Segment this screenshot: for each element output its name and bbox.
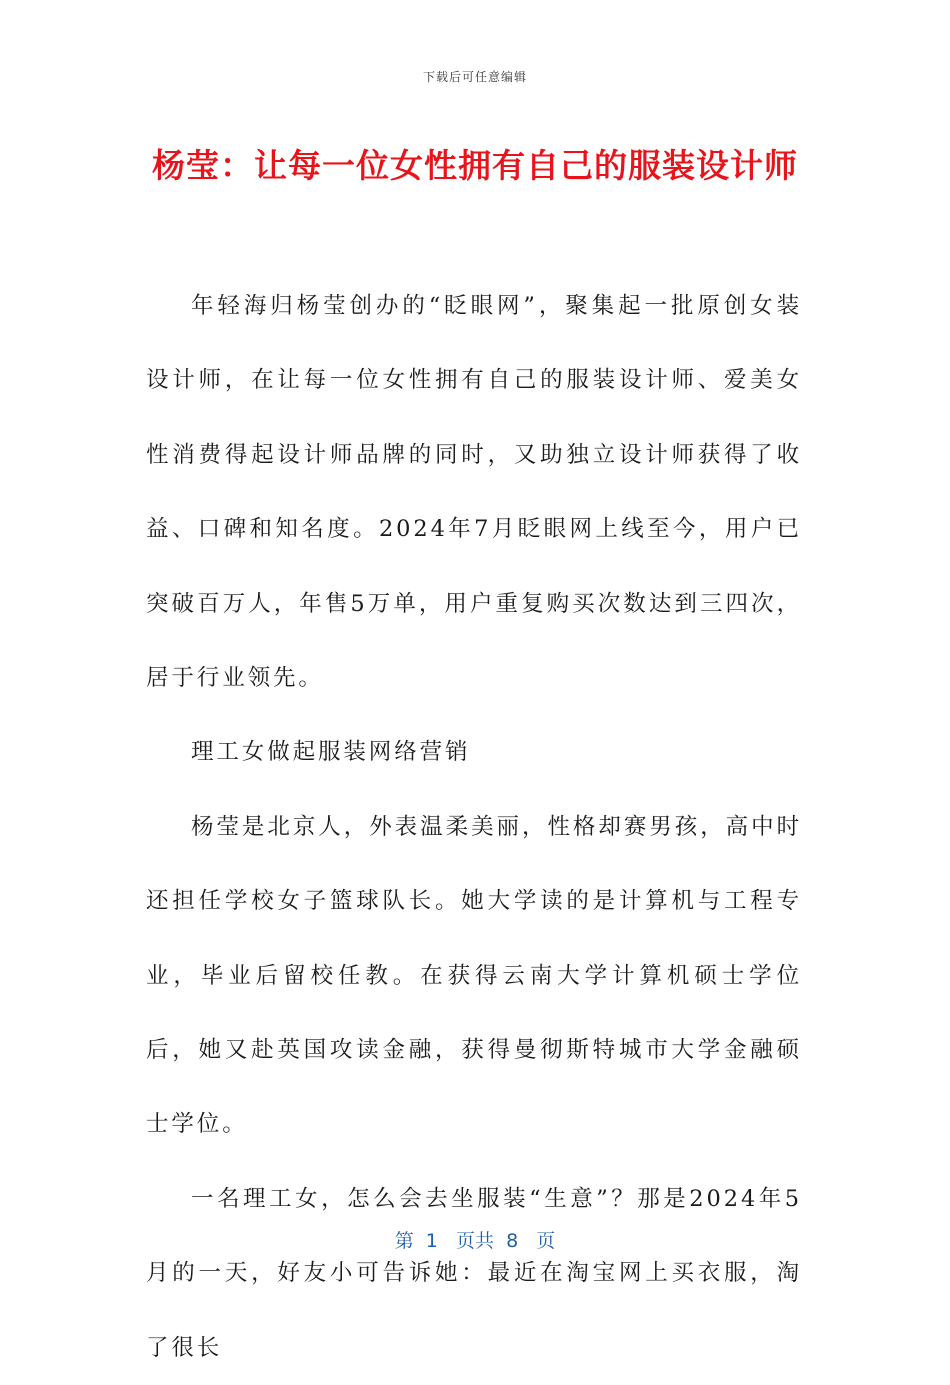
page-number: 第 1 页共 8 页 — [394, 1230, 556, 1252]
paragraph-origin: 一名理工女，怎么会去坐服装“生意”？那是2024年5月的一天，好友小可告诉她：最近在淘宝网上买衣服，淘了很长 — [146, 1185, 802, 1361]
paragraph-intro: 年轻海归杨莹创办的“眨眼网”，聚集起一批原创女装设计师，在让每一位女性拥有自己的服装设计师、爱美女性消费得起设计师品牌的同时，又助独立设计师获得了收益、口碑和知名度。2024年7月眨眼网上线至今，用户已突破百万人，年售5万单，用户重复购买次数达到三四次，居于行业领先。 — [146, 293, 802, 692]
document-title: 杨莹：让每一位女性拥有自己的服装设计师 — [152, 146, 798, 185]
section-heading: 理工女做起服装网络营销 — [191, 739, 471, 766]
document-body — [146, 269, 802, 1385]
header-note: 下载后可任意编辑 — [422, 70, 527, 84]
paragraph-background: 杨莹是北京人，外表温柔美丽，性格却赛男孩，高中时还担任学校女子篮球队长。她大学读的是计算机与工程专业，毕业后留校任教。在获得云南大学计算机硕士学位后，她又赴英国攻读金融，获得曼彻斯特城市大学金融硕士学位。 — [146, 813, 802, 1138]
